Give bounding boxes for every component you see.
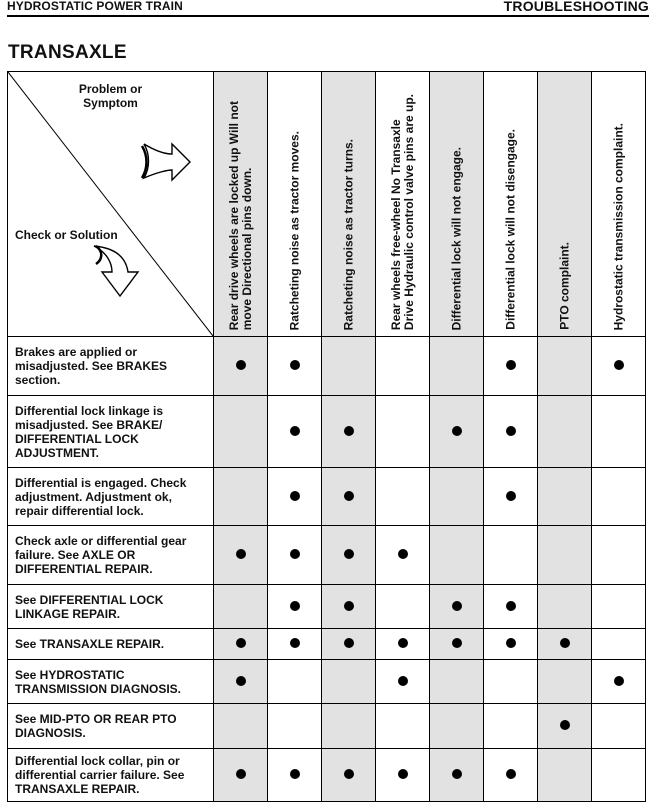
bullet-mark	[290, 491, 300, 501]
matrix-cell	[484, 629, 538, 660]
column-header-label: Rear wheels free-wheel No Transaxle Drive Hydraulic control valve pins are up.	[388, 93, 416, 330]
chapter-title: TROUBLESHOOTING	[503, 0, 649, 14]
matrix-cell	[376, 629, 430, 660]
solution-label: Check axle or differential gear failure. See AXLE OR DIFFERENTIAL REPAIR.	[8, 526, 214, 585]
column-header-label: Hydrostatic transmission complaint.	[611, 122, 625, 330]
solution-label: See DIFFERENTIAL LOCK LINKAGE REPAIR.	[8, 585, 214, 629]
column-header	[484, 72, 538, 337]
bullet-mark	[506, 360, 516, 370]
table-row	[8, 337, 646, 396]
matrix-cell	[430, 468, 484, 526]
matrix-cell	[214, 585, 268, 629]
matrix-cell	[430, 585, 484, 629]
page-title: TRANSAXLE	[8, 42, 127, 63]
bullet-mark	[506, 426, 516, 436]
column-header	[322, 72, 376, 337]
matrix-cell	[268, 526, 322, 585]
matrix-cell	[214, 396, 268, 468]
matrix-cell	[268, 337, 322, 396]
bullet-mark	[344, 426, 354, 436]
bullet-mark	[560, 638, 570, 648]
bullet-mark	[344, 549, 354, 559]
bullet-mark	[236, 769, 246, 779]
matrix-cell	[322, 629, 376, 660]
matrix-cell	[322, 526, 376, 585]
matrix-cell	[538, 468, 592, 526]
bullet-mark	[506, 769, 516, 779]
solution-label: Differential lock linkage is misadjusted. See BRAKE/ DIFFERENTIAL LOCK ADJUSTMENT.	[8, 396, 214, 468]
column-header	[430, 72, 484, 337]
matrix-cell	[214, 468, 268, 526]
bullet-mark	[236, 549, 246, 559]
bullet-mark	[398, 676, 408, 686]
table-row	[8, 468, 646, 526]
matrix-cell	[322, 337, 376, 396]
matrix-cell	[592, 585, 646, 629]
corner-cell	[8, 72, 214, 337]
bullet-mark	[560, 720, 570, 730]
matrix-cell	[592, 629, 646, 660]
bullet-mark	[236, 676, 246, 686]
solution-label: Differential is engaged. Check adjustment. Adjustment ok, repair differential lock.	[8, 468, 214, 526]
matrix-cell	[376, 337, 430, 396]
matrix-cell	[430, 629, 484, 660]
bullet-mark	[506, 491, 516, 501]
bullet-mark	[344, 491, 354, 501]
matrix-cell	[376, 749, 430, 802]
matrix-cell	[376, 526, 430, 585]
bullet-mark	[398, 549, 408, 559]
table-row	[8, 585, 646, 629]
matrix-cell	[484, 660, 538, 704]
matrix-cell	[268, 704, 322, 749]
bullet-mark	[506, 638, 516, 648]
bullet-mark	[290, 601, 300, 611]
arrow-down-icon	[86, 240, 142, 302]
column-header	[214, 72, 268, 337]
bullet-mark	[344, 638, 354, 648]
matrix-cell	[322, 704, 376, 749]
matrix-cell	[430, 396, 484, 468]
matrix-cell	[538, 585, 592, 629]
solution-label: Differential lock collar, pin or differential carrier failure. See TRANSAXLE REPAIR.	[8, 749, 214, 802]
page-header	[7, 0, 649, 17]
matrix-cell	[484, 704, 538, 749]
column-header-label: Ratcheting noise as tractor moves.	[287, 130, 301, 330]
matrix-cell	[592, 468, 646, 526]
matrix-cell	[322, 585, 376, 629]
matrix-cell	[322, 396, 376, 468]
matrix-cell	[268, 629, 322, 660]
column-header-label: Differential lock will not engage.	[449, 146, 463, 330]
matrix-cell	[484, 749, 538, 802]
matrix-cell	[538, 660, 592, 704]
bullet-mark	[452, 601, 462, 611]
table-row	[8, 629, 646, 660]
matrix-cell	[592, 660, 646, 704]
bullet-mark	[344, 769, 354, 779]
bullet-mark	[614, 676, 624, 686]
matrix-cell	[322, 468, 376, 526]
matrix-cell	[214, 704, 268, 749]
matrix-cell	[592, 337, 646, 396]
column-header	[592, 72, 646, 337]
matrix-cell	[214, 526, 268, 585]
matrix-cell	[268, 585, 322, 629]
matrix-cell	[484, 526, 538, 585]
matrix-cell	[484, 337, 538, 396]
bullet-mark	[506, 601, 516, 611]
matrix-cell	[430, 749, 484, 802]
matrix-cell	[538, 629, 592, 660]
matrix-cell	[214, 749, 268, 802]
matrix-cell	[592, 526, 646, 585]
matrix-cell	[592, 704, 646, 749]
bullet-mark	[398, 769, 408, 779]
bullet-mark	[236, 638, 246, 648]
matrix-cell	[538, 396, 592, 468]
table-row	[8, 749, 646, 802]
column-header-label: Ratcheting noise as tractor turns.	[341, 138, 355, 330]
bullet-mark	[344, 601, 354, 611]
column-header-label: PTO complaint.	[557, 242, 571, 330]
matrix-cell	[592, 396, 646, 468]
matrix-cell	[214, 337, 268, 396]
matrix-cell	[430, 660, 484, 704]
matrix-cell	[484, 585, 538, 629]
solution-label: See TRANSAXLE REPAIR.	[8, 629, 214, 660]
matrix-cell	[268, 660, 322, 704]
solution-label: Brakes are applied or misadjusted. See BRAKES section.	[8, 337, 214, 396]
column-header	[376, 72, 430, 337]
bullet-mark	[290, 426, 300, 436]
troubleshooting-table	[7, 71, 646, 802]
matrix-cell	[484, 396, 538, 468]
bullet-mark	[290, 360, 300, 370]
bullet-mark	[398, 638, 408, 648]
matrix-cell	[376, 704, 430, 749]
header-row	[8, 72, 646, 337]
bullet-mark	[290, 549, 300, 559]
bullet-mark	[290, 769, 300, 779]
bullet-mark	[452, 426, 462, 436]
solution-label: See MID-PTO OR REAR PTO DIAGNOSIS.	[8, 704, 214, 749]
bullet-mark	[290, 638, 300, 648]
table-row	[8, 660, 646, 704]
column-header-label: Differential lock will not disengage.	[503, 129, 517, 330]
matrix-cell	[538, 704, 592, 749]
matrix-cell	[430, 704, 484, 749]
problem-label: Problem or Symptom	[78, 82, 143, 110]
table-row	[8, 704, 646, 749]
column-header	[268, 72, 322, 337]
matrix-cell	[484, 468, 538, 526]
matrix-cell	[322, 749, 376, 802]
check-label: Check or Solution	[15, 228, 118, 242]
section-title: HYDROSTATIC POWER TRAIN	[7, 0, 183, 13]
table-row	[8, 526, 646, 585]
solution-label: See HYDROSTATIC TRANSMISSION DIAGNOSIS.	[8, 660, 214, 704]
matrix-cell	[214, 660, 268, 704]
matrix-cell	[376, 396, 430, 468]
bullet-mark	[452, 638, 462, 648]
matrix-cell	[538, 526, 592, 585]
matrix-cell	[376, 585, 430, 629]
column-header-label: Rear drive wheels are locked up Will not move Directional pins down.	[226, 100, 254, 330]
matrix-cell	[322, 660, 376, 704]
matrix-cell	[268, 749, 322, 802]
matrix-cell	[376, 660, 430, 704]
column-header	[538, 72, 592, 337]
bullet-mark	[614, 360, 624, 370]
bullet-mark	[236, 360, 246, 370]
matrix-cell	[214, 629, 268, 660]
matrix-cell	[538, 337, 592, 396]
matrix-cell	[430, 337, 484, 396]
table-row	[8, 396, 646, 468]
matrix-cell	[538, 749, 592, 802]
matrix-cell	[268, 468, 322, 526]
matrix-cell	[592, 749, 646, 802]
arrow-right-icon	[136, 132, 196, 184]
matrix-cell	[268, 396, 322, 468]
bullet-mark	[452, 769, 462, 779]
matrix-cell	[376, 468, 430, 526]
matrix-cell	[430, 526, 484, 585]
